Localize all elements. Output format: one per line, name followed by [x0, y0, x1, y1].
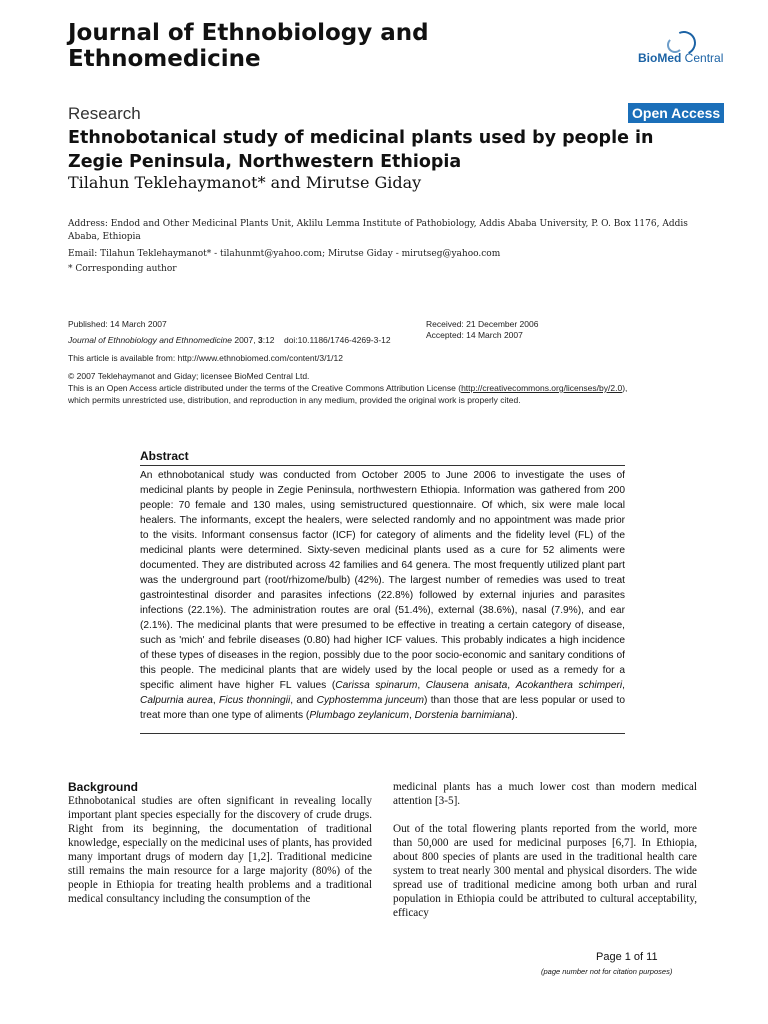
logo-text: BioMed Central [638, 51, 724, 65]
page-number: Page 1 of 11 [596, 951, 658, 963]
background-right-paragraph-1: medicinal plants has a much lower cost than modern medical attention [3-5]. [393, 781, 697, 807]
address: Address: Endod and Other Medicinal Plants Unit, Aklilu Lemma Institute of Pathobiology, Addis Ababa University, P. O. Box 1176, Addis Ababa, Ethiopia [68, 219, 688, 242]
background-heading: Background [68, 780, 139, 794]
corresponding-author: * Corresponding author [68, 264, 177, 274]
journal-title [68, 20, 429, 72]
background-paragraph: Ethnobotanical studies are often significant in revealing locally important plant species especially for the discovery of crude drugs. Right from its beginning, the documentation of traditional knowledge, especially on the medicinal uses of plants, has provided many important drugs of modern day [1,2]. Traditional medicine still remains the main resource for a large majority (80%) of the people in Ethiopia for treating health problems and a traditional medical consultancy including the consumption of the [68, 795, 372, 905]
abstract-heading: Abstract [140, 449, 189, 463]
published-date: Published: 14 March 2007 [68, 319, 167, 329]
background-left-column [68, 780, 372, 906]
journal-title-line1: Journal of Ethnobiology and [68, 20, 429, 46]
background-right-column [393, 780, 697, 920]
abstract-section [140, 449, 625, 734]
accepted-date: Accepted: 14 March 2007 [426, 330, 523, 340]
license-line2: which permits unrestricted use, distribution, and reproduction in any medium, provided the original work is properly cited. [68, 395, 521, 405]
citation: Journal of Ethnobiology and Ethnomedicine 2007, 3:12 doi:10.1186/1746-4269-3-12 [68, 335, 391, 345]
license-link[interactable]: http://creativecommons.org/licenses/by/2.0 [461, 383, 623, 393]
received-date: Received: 21 December 2006 [426, 319, 539, 329]
license-line: This is an Open Access article distributed under the terms of the Creative Commons Attribution License (http://creativecommons.org/licenses/by/2.0), [68, 383, 628, 393]
copyright: © 2007 Teklehaymanot and Giday; licensee BioMed Central Ltd. [68, 371, 310, 381]
page-note: (page number not for citation purposes) [541, 967, 673, 976]
biomed-central-logo[interactable] [638, 29, 724, 69]
article-url[interactable]: This article is available from: http://www.ethnobiomed.com/content/3/1/12 [68, 353, 343, 363]
journal-title-line2: Ethnomedicine [68, 46, 261, 72]
section-label: Research [68, 104, 141, 123]
email-line: Email: Tilahun Teklehaymanot* - tilahunmt@yahoo.com; Mirutse Giday - mirutseg@yahoo.com [68, 249, 501, 259]
abstract-top-rule [140, 465, 625, 466]
open-access-badge: Open Access [628, 103, 724, 123]
paper-title: Ethnobotanical study of medicinal plants used by people in Zegie Peninsula, Northwestern Ethiopia [68, 128, 654, 172]
authors: Tilahun Teklehaymanot* and Mirutse Giday [68, 173, 422, 192]
abstract-text: An ethnobotanical study was conducted from October 2005 to June 2006 to investigate the uses of medicinal plants by people in Zegie Peninsula, northwestern Ethiopia. Information was gathered from 200 people: 70 female and 130 males, using semistructured questionnaire. Of which, six were male local healers. The informants, except the healers, were selected randomly and no appointment was made prior to the visits. Informant consensus factor (ICF) for category of aliments and the fidelity level (FL) of the medicinal plants were determined. Sixty-seven medicinal plants used as a cure for 52 aliments were documented. They are distributed across 42 families and 64 genera. The most frequently utilized plant part was the underground part (root/rhizome/bulb) (42%). The largest number of remedies was used to treat gastrointestinal disorder and parasites infections (22.8%) followed by external injuries and parasites infections (22.1%). The administration routes are oral (51.4%), external (38.6%), nasal (7.9%), and ear (2.1%). The medicinal plants that were presumed to be effective in treating a certain category of disease, such as 'mich' and febrile diseases (0.80) had higher ICF values. This probably indicates a high incidence of these types of diseases in the region, possibly due to the poor socio-economic and sanitary conditions of this people. The medicinal plants that are widely used by the local people or used as a remedy for a specific aliment have higher FL values (Carissa spinarum, Clausena anisata, Acokanthera schimperi, Calpurnia aurea, Ficus thonningii, and Cyphostemma junceum) than those that are less popular or used to treat more than one type of aliments (Plumbago zeylanicum, Dorstenia barnimiana). [140, 470, 625, 721]
abstract-bottom-rule [140, 733, 625, 734]
background-right-paragraph-2: Out of the total flowering plants reported from the world, more than 50,000 are used for medicinal purposes [6,7]. In Ethiopia, about 800 species of plants are used in the traditional health care system to treat nearly 300 mental and physical disorders. The wide spread use of traditional medicine among both urban and rural population in Ethiopia could be attributed to cultural acceptability, efficacy [393, 823, 697, 919]
